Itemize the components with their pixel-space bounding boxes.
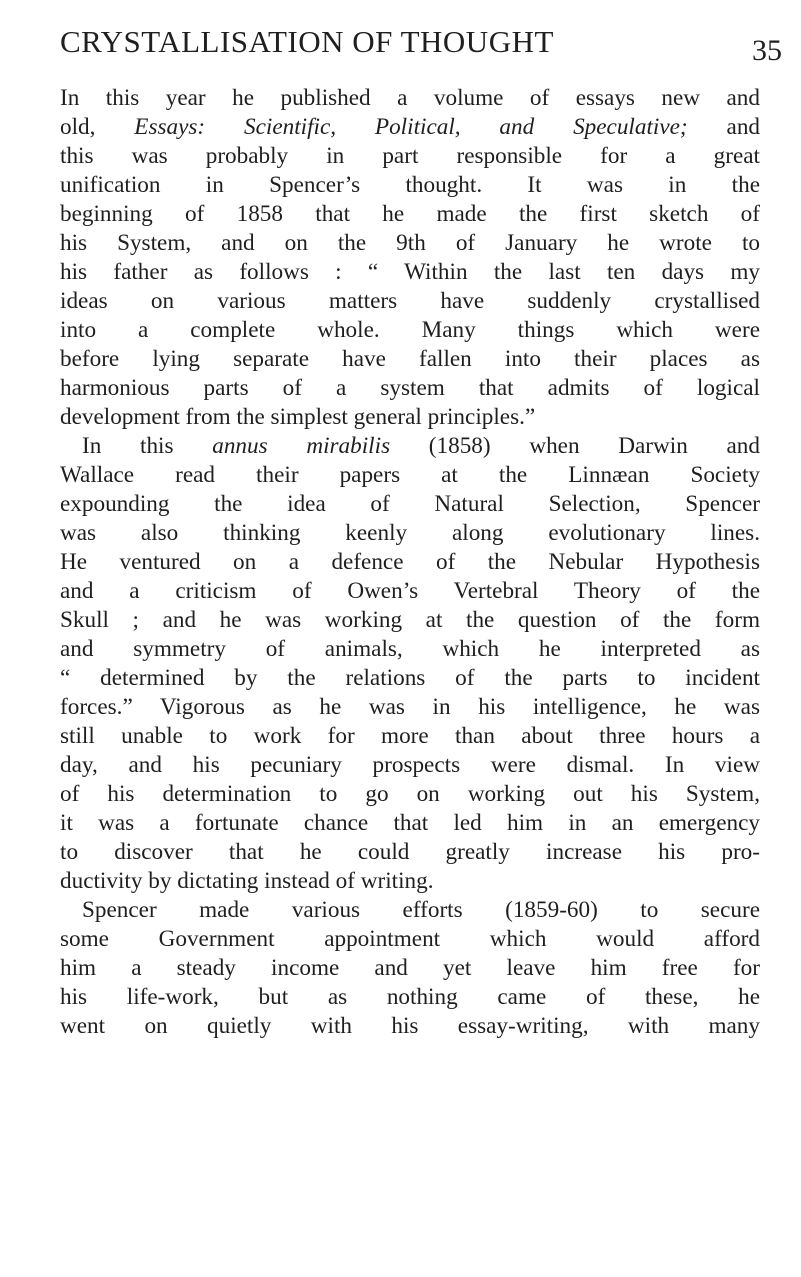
text-segment: Wallace read their papers at the Linnæan Society — [60, 462, 760, 488]
page-header — [60, 14, 782, 84]
text-segment: harmonious parts of a system that admits of logical — [60, 375, 760, 401]
text-segment: and a criticism of Owen’s Vertebral Theory of the — [60, 578, 760, 604]
text-line — [60, 693, 760, 722]
italic-text: annus mirabilis — [212, 433, 391, 459]
text-segment: of his determination to go on working out his System, — [60, 781, 760, 807]
text-line — [60, 809, 760, 838]
text-segment: beginning of 1858 that he made the first sketch of — [60, 201, 760, 227]
running-head: CRYSTALLISATION OF THOUGHT — [60, 24, 554, 59]
text-segment: Skull ; and he was working at the question of the form — [60, 607, 760, 633]
text-line — [60, 345, 760, 374]
text-line — [60, 635, 760, 664]
text-line — [60, 664, 760, 693]
text-line — [60, 287, 760, 316]
text-line — [60, 519, 760, 548]
text-segment: (1858) when Darwin and — [390, 433, 760, 459]
text-line — [60, 113, 760, 142]
text-segment: this was probably in part responsible for a great — [60, 143, 760, 169]
text-line — [60, 838, 760, 867]
text-line — [60, 461, 760, 490]
text-segment: some Government appointment which would afford — [60, 926, 760, 952]
text-segment: and symmetry of animals, which he interpreted as — [60, 636, 760, 662]
text-segment: to discover that he could greatly increase his pro- — [60, 839, 760, 865]
text-segment: was also thinking keenly along evolutionary lines. — [60, 520, 760, 546]
text-line — [60, 780, 760, 809]
text-segment: his father as follows : “ Within the last ten days my — [60, 259, 760, 285]
text-segment: ideas on various matters have suddenly crystallised — [60, 288, 760, 314]
text-segment: In this year he published a volume of essays new and — [60, 85, 760, 111]
text-line — [60, 490, 760, 519]
text-segment: day, and his pecuniary prospects were dismal. In view — [60, 752, 760, 778]
text-line — [60, 316, 760, 345]
text-line — [60, 867, 760, 896]
text-line — [60, 142, 760, 171]
book-page — [60, 14, 782, 1041]
text-line — [60, 577, 760, 606]
text-line — [60, 229, 760, 258]
text-segment: In this — [82, 433, 213, 459]
text-segment: forces.” Vigorous as he was in his intelligence, he was — [60, 694, 760, 720]
text-segment: went on quietly with his essay-writing, with many — [60, 1013, 760, 1039]
text-segment: it was a fortunate chance that led him in an emergency — [60, 810, 760, 836]
text-segment: old, — [60, 114, 135, 140]
text-segment: and — [687, 114, 761, 140]
page-number: 35 — [752, 34, 782, 67]
text-line — [60, 403, 760, 432]
text-segment: his life-work, but as nothing came of these, he — [60, 984, 760, 1010]
text-segment: He ventured on a defence of the Nebular Hypothesis — [60, 549, 760, 575]
text-line — [60, 606, 760, 635]
text-line — [60, 925, 760, 954]
body-text — [60, 84, 760, 1041]
text-line — [60, 954, 760, 983]
text-line — [60, 722, 760, 751]
text-line — [60, 84, 760, 113]
text-segment: his System, and on the 9th of January he wrote to — [60, 230, 760, 256]
text-line — [60, 896, 760, 925]
italic-text: Essays: Scientific, Political, and Speculative; — [134, 114, 688, 140]
text-segment: “ determined by the relations of the parts to incident — [60, 665, 760, 691]
text-segment: him a steady income and yet leave him free for — [60, 955, 760, 981]
text-segment: into a complete whole. Many things which were — [60, 317, 760, 343]
text-segment: before lying separate have fallen into their places as — [60, 346, 760, 372]
text-segment: unification in Spencer’s thought. It was in the — [60, 172, 760, 198]
text-line — [60, 548, 760, 577]
text-segment: Spencer made various efforts (1859-60) to secure — [82, 897, 760, 923]
text-line — [60, 171, 760, 200]
text-line — [60, 374, 760, 403]
text-segment: ductivity by dictating instead of writing. — [60, 868, 434, 894]
text-line — [60, 432, 760, 461]
text-line — [60, 258, 760, 287]
text-segment: still unable to work for more than about three hours a — [60, 723, 760, 749]
text-segment: development from the simplest general principles.” — [60, 404, 536, 430]
text-line — [60, 983, 760, 1012]
text-line — [60, 200, 760, 229]
text-segment: expounding the idea of Natural Selection, Spencer — [60, 491, 760, 517]
text-line — [60, 1012, 760, 1041]
text-line — [60, 751, 760, 780]
